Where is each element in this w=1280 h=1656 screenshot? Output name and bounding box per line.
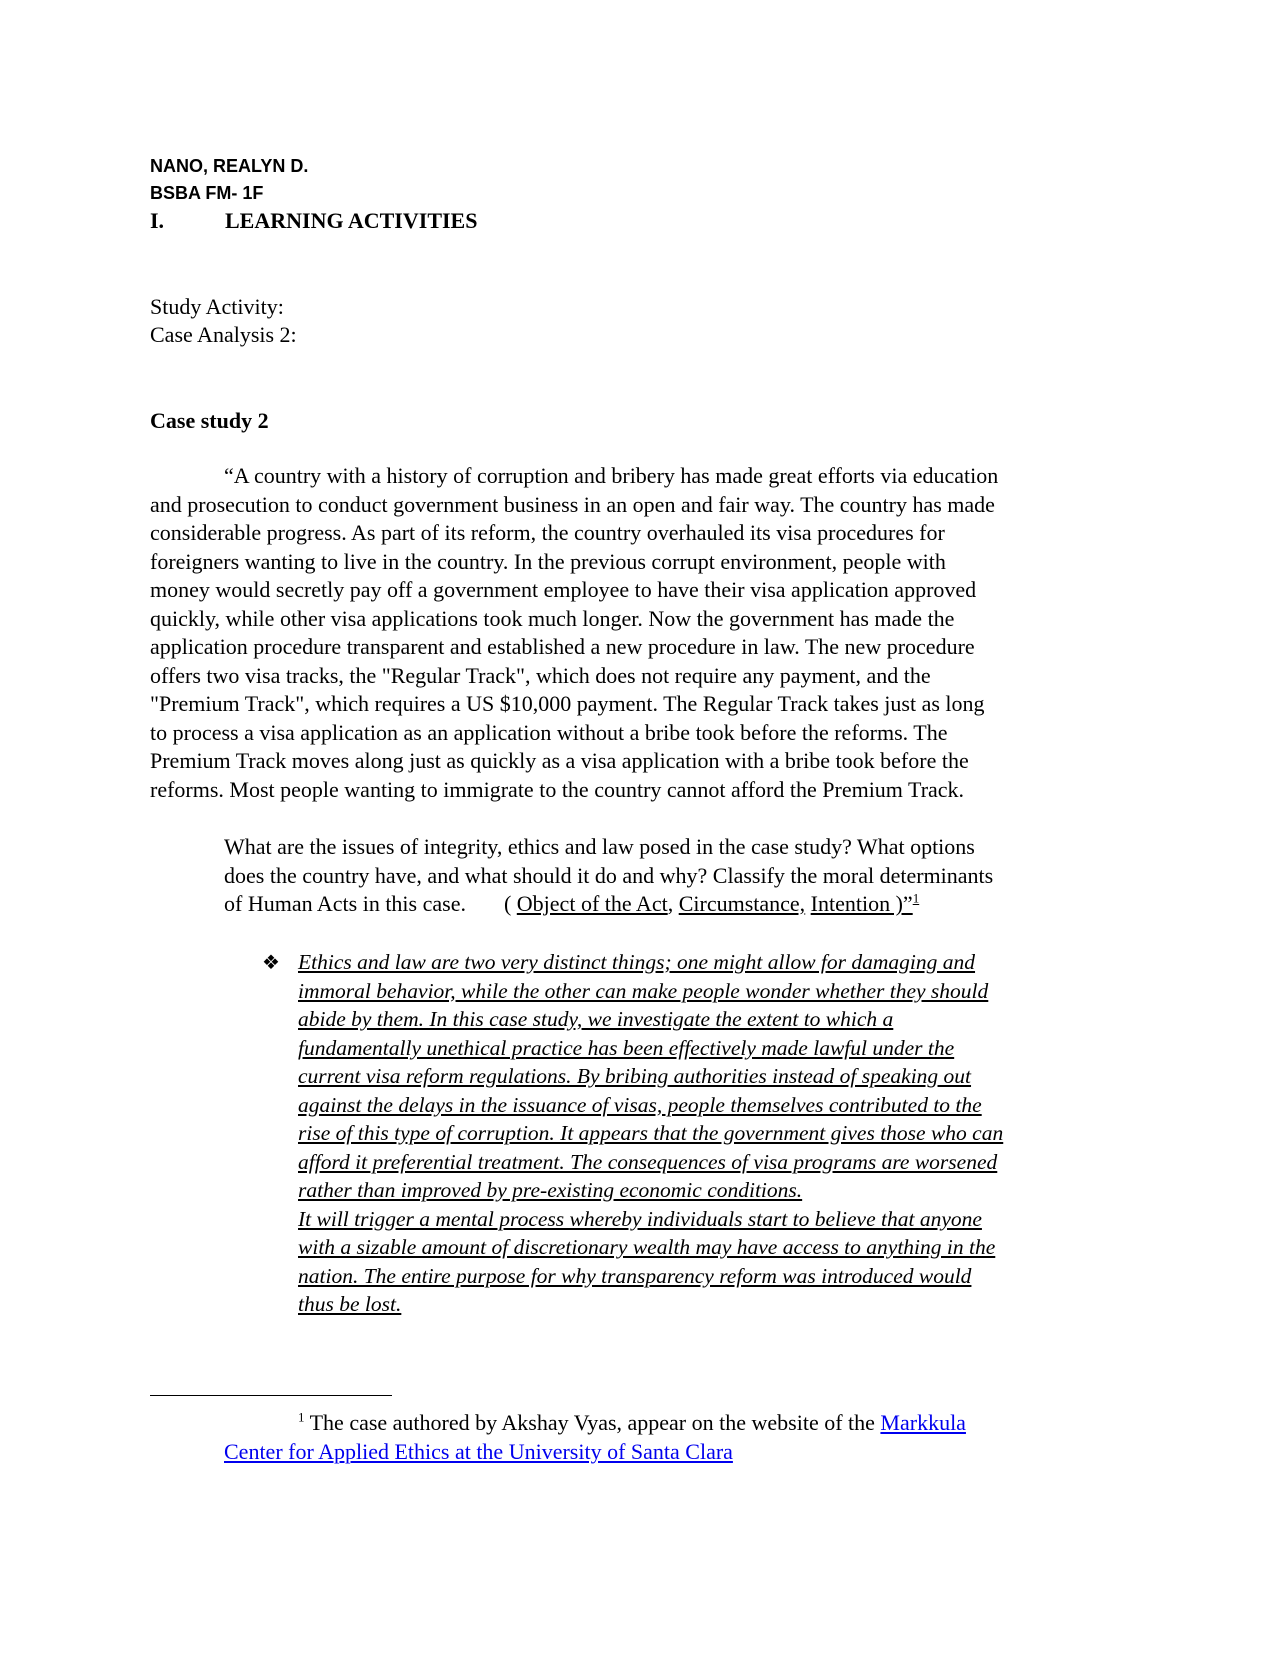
case-line: "Premium Track", which requires a US $10,000 payment. The Regular Track takes just as long [150,691,985,716]
study-activity-label: Study Activity: [150,294,284,319]
case-line: foreigners wanting to live in the country. In the previous corrupt environment, people with [150,548,946,574]
question-line-3 [224,890,1124,919]
section-title: LEARNING ACTIVITIES [225,208,478,233]
circumstance: Circumstance, [678,891,806,916]
answer-line: with a sizable amount of discretionary wealth may have access to anything in the [298,1235,996,1259]
answer-line: immoral behavior, while the other can make people wonder whether they should [298,978,989,1003]
answer-text [298,948,1128,1319]
footnote-ref[interactable]: 1 [912,890,920,906]
answer-line: nation. The entire purpose for why transparency reform was introduced would [298,1263,972,1288]
case-line: Premium Track moves along just as quickly as a visa application with a bribe took before the [150,748,969,773]
question-paragraph [224,833,1124,919]
footnote-number: 1 [298,1409,305,1425]
answer-line: fundamentally unethical practice has been effectively made lawful under the [298,1035,955,1060]
case-line: considerable progress. As part of its reform, the country overhauled its visa procedures for [150,520,945,545]
case-line: to process a visa application as an application without a bribe took before the reforms. The [150,719,948,745]
author-name: NANO, REALYN D. [150,156,309,176]
answer-line: Ethics and law are two very distinct things; one might allow for damaging and [298,950,976,974]
footnote-separator [150,1395,392,1396]
case-line: and prosecution to conduct government business in an open and fair way. The country has made [150,491,995,517]
author-course: BSBA FM- 1F [150,183,264,203]
case-line: offers two visa tracks, the "Regular Track", which does not require any payment, and the [150,662,931,688]
section-number: I. [150,208,165,233]
answer-line: current visa reform regulations. By bribing authorities instead of speaking out [298,1064,972,1088]
paren-open: ( [503,891,517,916]
case-line: money would secretly pay off a government employee to have their visa application approved [150,577,977,602]
answer-line: thus be lost. [298,1292,402,1316]
footnote-text: The case authored by Akshay Vyas, appear on the website of the [309,1410,875,1435]
case-analysis-label: Case Analysis 2: [150,322,297,347]
question-prefix: of Human Acts in this case. [224,891,466,916]
case-line: reforms. Most people wanting to immigrate to the country cannot afford the Premium Track. [150,776,965,802]
section-heading [150,207,477,235]
case-line: “A country with a history of corruption and bribery has made great efforts via education [224,463,999,488]
answer-line: It will trigger a mental process whereby individuals start to believe that anyone [298,1206,982,1231]
answer-line: abide by them. In this case study, we investigate the extent to which a [298,1007,894,1031]
question-line: What are the issues of integrity, ethics and law posed in the case study? What options [224,834,975,859]
diamond-bullet-icon: ❖ [262,950,280,974]
case-line: quickly, while other visa applications took much longer. Now the government has made the [150,605,955,631]
footnote [224,1408,1124,1466]
case-line: application procedure transparent and established a new procedure in law. The new procedure [150,634,975,659]
answer-line: rather than improved by pre-existing economic conditions. [298,1178,803,1202]
answer-line: afford it preferential treatment. The consequences of visa programs are worsened [298,1149,998,1174]
footnote-link-part2[interactable]: Center for Applied Ethics at the University of Santa Clara [224,1439,733,1464]
case-study-title: Case study 2 [150,408,269,433]
object-of-act: Object of the Act [516,891,668,916]
footnote-link-part1[interactable]: Markkula [880,1410,966,1435]
footnote-line-1 [224,1408,1124,1437]
question-line: does the country have, and what should it do and why? Classify the moral determinants [224,862,994,888]
footnote-line-2 [224,1437,1124,1466]
comma: , [667,891,679,916]
answer-line: rise of this type of corruption. It appears that the government gives those who can [298,1121,1004,1145]
case-paragraph [150,462,1120,804]
answer-line: against the delays in the issuance of visas, people themselves contributed to the [298,1092,982,1117]
intention: Intention )” [810,891,913,916]
